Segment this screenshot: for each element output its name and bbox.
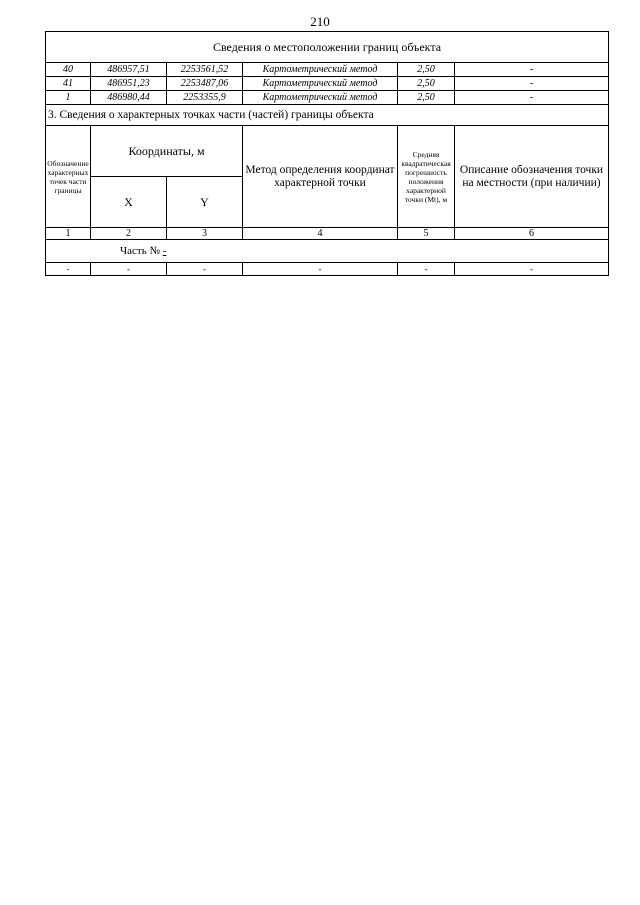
cell-point: 1 — [46, 91, 91, 105]
cell-accuracy: 2,50 — [398, 63, 455, 77]
cell-description: - — [455, 77, 609, 91]
table-row — [46, 63, 609, 77]
section2-title-row — [46, 32, 609, 63]
cell-point: 40 — [46, 63, 91, 77]
page-number: 210 — [310, 14, 330, 29]
cell-description: - — [455, 91, 609, 105]
column-number: 5 — [398, 228, 455, 240]
part-label: Часть № — [120, 245, 160, 257]
column-number: 1 — [46, 228, 91, 240]
part-cell — [46, 240, 609, 263]
part-row — [46, 240, 609, 263]
cell-accuracy: - — [398, 263, 455, 276]
header-x: X — [91, 177, 167, 228]
cell-point: - — [46, 263, 91, 276]
cell-method: Картометрический метод — [243, 63, 398, 77]
cell-accuracy: 2,50 — [398, 77, 455, 91]
cell-y: 2253487,06 — [167, 77, 243, 91]
cell-y: 2253355,9 — [167, 91, 243, 105]
column-number: 2 — [91, 228, 167, 240]
cell-x: - — [91, 263, 167, 276]
cell-method: - — [243, 263, 398, 276]
column-numbers-row — [46, 228, 609, 240]
table-row — [46, 77, 609, 91]
cell-x: 486980,44 — [91, 91, 167, 105]
cell-point: 41 — [46, 77, 91, 91]
cell-y: 2253561,52 — [167, 63, 243, 77]
table-row — [46, 263, 609, 276]
column-number: 3 — [167, 228, 243, 240]
cell-description: - — [455, 263, 609, 276]
boundary-table — [45, 31, 609, 276]
cell-method: Картометрический метод — [243, 77, 398, 91]
header-description: Описание обозначения точки на местности (при наличии) — [455, 126, 609, 228]
header-point-designation: Обозначение характерных точек части границы — [46, 126, 91, 228]
header-accuracy: Средняя квадратическая погрешность положения характерной точки (Mt), м — [398, 126, 455, 228]
column-number: 4 — [243, 228, 398, 240]
cell-description: - — [455, 63, 609, 77]
header-y: Y — [167, 177, 243, 228]
column-number: 6 — [455, 228, 609, 240]
section3-title: 3. Сведения о характерных точках части (частей) границы объекта — [46, 105, 609, 126]
header-method: Метод определения координат характерной точки — [243, 126, 398, 228]
cell-x: 486951,23 — [91, 77, 167, 91]
table-row — [46, 91, 609, 105]
cell-y: - — [167, 263, 243, 276]
section3-title-row — [46, 105, 609, 126]
part-value: - — [162, 245, 167, 257]
header-row-top — [46, 126, 609, 177]
section2-title: Сведения о местоположении границ объекта — [46, 32, 609, 63]
cell-accuracy: 2,50 — [398, 91, 455, 105]
header-coordinates: Координаты, м — [91, 126, 243, 177]
cell-x: 486957,51 — [91, 63, 167, 77]
cell-method: Картометрический метод — [243, 91, 398, 105]
